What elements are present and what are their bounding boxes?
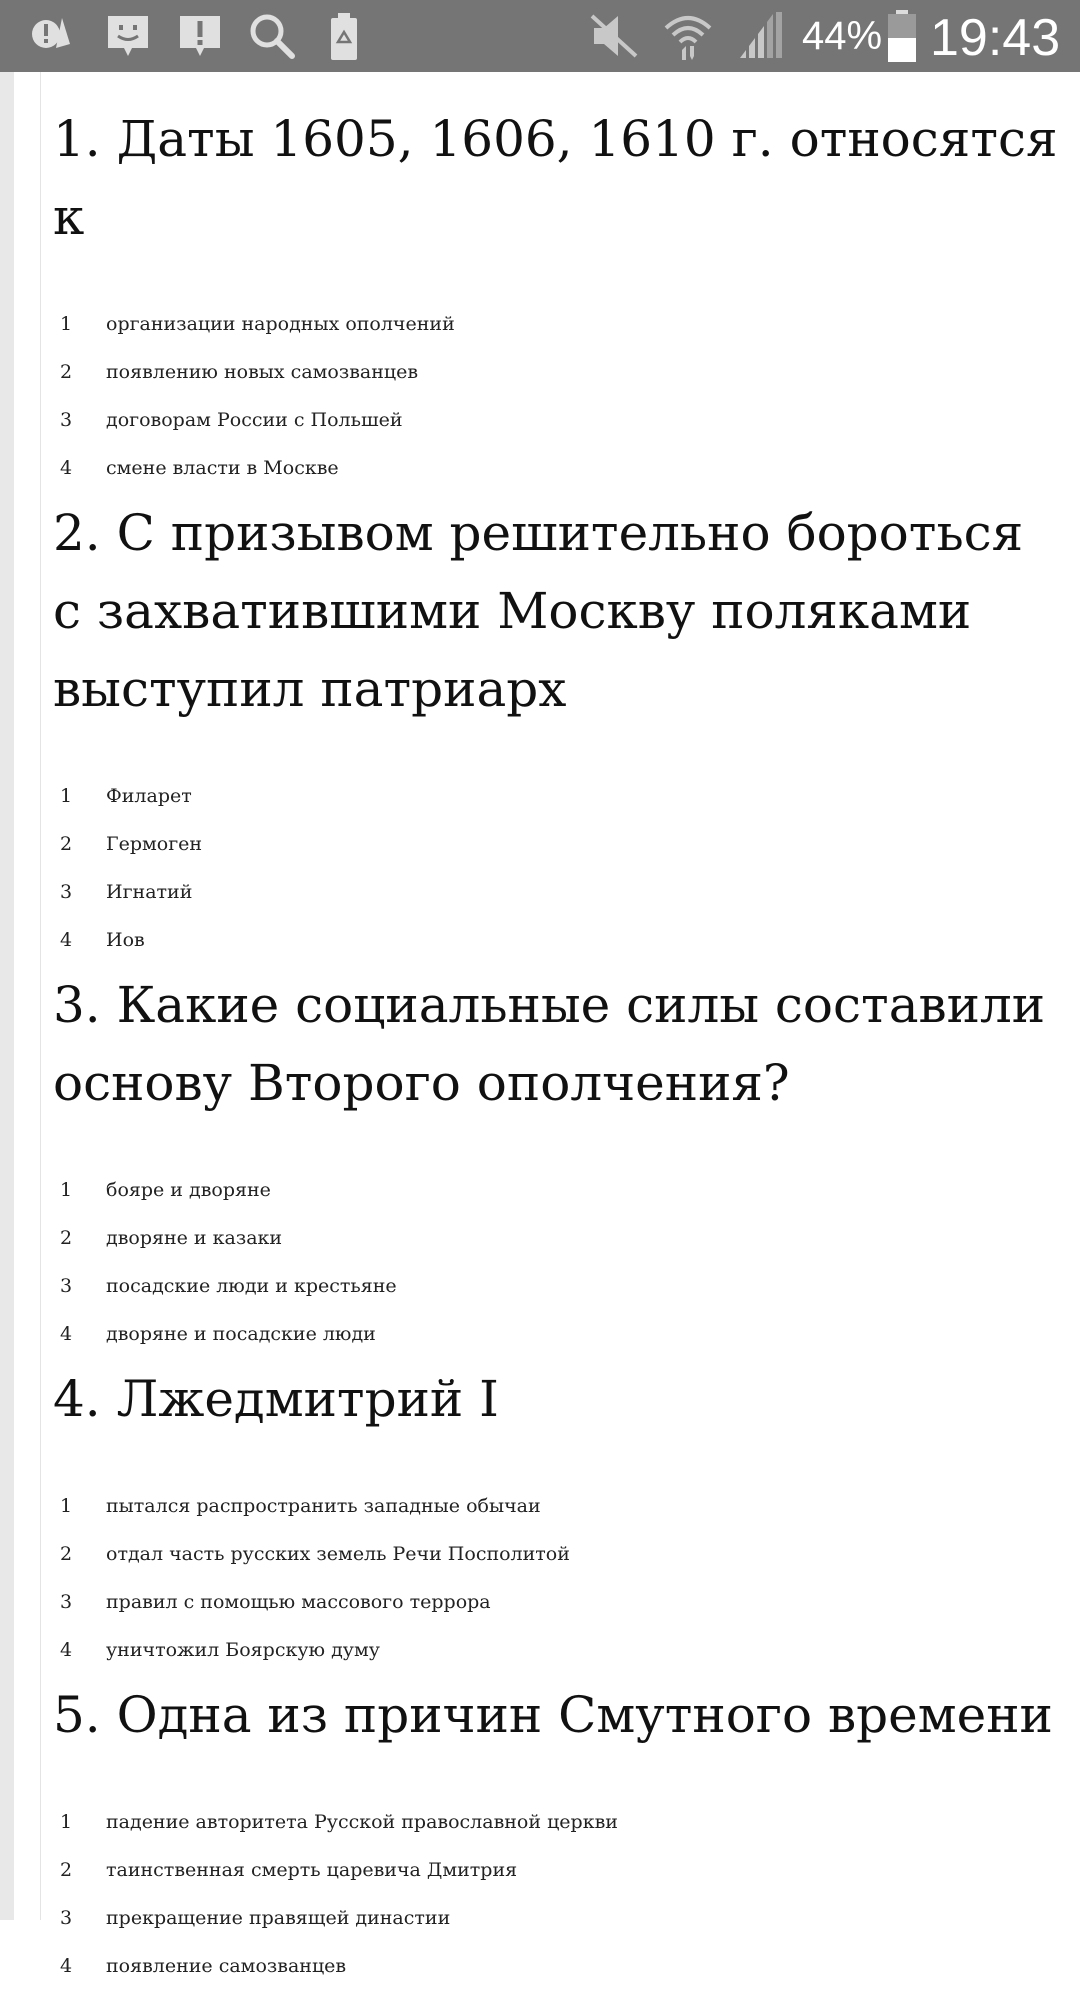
question-2: [53, 492, 1063, 964]
mute-icon: [588, 10, 640, 62]
clock: 19:43: [930, 9, 1061, 67]
option-text: правил с помощью массового террора: [106, 1591, 491, 1613]
option-number: 1: [60, 785, 73, 807]
option-text: появление самозванцев: [106, 1955, 347, 1977]
option-item[interactable]: [53, 1578, 1063, 1626]
options-list: [53, 772, 1063, 964]
option-number: 4: [60, 1955, 73, 1977]
option-number: 4: [60, 457, 73, 479]
option-number: 1: [60, 1495, 73, 1517]
option-number: 2: [60, 1227, 73, 1249]
signal-icon: [736, 10, 788, 62]
wifi-icon: [662, 10, 714, 62]
option-number: 3: [60, 1275, 73, 1297]
question-title: 4. Лжедмитрий I: [53, 1370, 499, 1428]
options-list: [53, 1482, 1063, 1674]
options-list: [53, 1166, 1063, 1358]
option-number: 3: [60, 881, 73, 903]
option-item[interactable]: [53, 820, 1063, 868]
option-text: организации народных ополчений: [106, 313, 455, 335]
question-title: 3. Какие социальные силы составили основу Второго ополчения?: [53, 976, 1046, 1112]
question-title: 1. Даты 1605, 1606, 1610 г. относятся к: [53, 110, 1058, 246]
option-item[interactable]: [53, 300, 1063, 348]
scroll-gutter: [0, 72, 14, 1920]
question-1: [53, 72, 1063, 492]
quiz-content: [53, 72, 1063, 1990]
status-bar: [0, 0, 1080, 72]
question-title: 5. Одна из причин Смутного времени: [53, 1686, 1053, 1744]
option-item[interactable]: [53, 1894, 1063, 1942]
options-list: [53, 300, 1063, 492]
option-item[interactable]: [53, 1214, 1063, 1262]
option-item[interactable]: [53, 396, 1063, 444]
option-item[interactable]: [53, 1846, 1063, 1894]
option-text: Игнатий: [106, 881, 193, 903]
question-title: 2. С призывом решительно бороться с захватившими Москву поляками выступил патриарх: [53, 504, 1024, 718]
option-text: падение авторитета Русской православной церкви: [106, 1811, 618, 1833]
option-text: отдал часть русских земель Речи Посполитой: [106, 1543, 570, 1565]
option-number: 4: [60, 1323, 73, 1345]
option-text: прекращение правящей династии: [106, 1907, 451, 1929]
question-3: [53, 964, 1063, 1358]
option-text: таинственная смерть царевича Дмитрия: [106, 1859, 518, 1881]
option-number: 3: [60, 1591, 73, 1613]
option-number: 3: [60, 409, 73, 431]
question-4: [53, 1358, 1063, 1674]
option-number: 2: [60, 1543, 73, 1565]
divider: [40, 72, 41, 1920]
battery-icon: [876, 10, 928, 62]
option-number: 1: [60, 313, 73, 335]
option-text: уничтожил Боярскую думу: [106, 1639, 380, 1661]
battery-recycle-icon: [318, 10, 370, 62]
option-number: 4: [60, 1639, 73, 1661]
option-item[interactable]: [53, 1482, 1063, 1530]
option-text: Филарет: [106, 785, 192, 807]
option-text: бояре и дворяне: [106, 1179, 271, 1201]
option-item[interactable]: [53, 348, 1063, 396]
option-item[interactable]: [53, 1530, 1063, 1578]
option-number: 1: [60, 1179, 73, 1201]
cleaner-alert-icon: [26, 10, 78, 62]
option-item[interactable]: [53, 1310, 1063, 1358]
option-item[interactable]: [53, 1262, 1063, 1310]
option-text: Гермоген: [106, 833, 203, 855]
option-number: 2: [60, 833, 73, 855]
options-list: [53, 1798, 1063, 1990]
option-text: пытался распространить западные обычаи: [106, 1495, 541, 1517]
option-number: 2: [60, 1859, 73, 1881]
question-5: [53, 1674, 1063, 1990]
option-item[interactable]: [53, 916, 1063, 964]
option-text: появлению новых самозванцев: [106, 361, 419, 383]
option-item[interactable]: [53, 1942, 1063, 1990]
battery-percent: 44%: [802, 14, 883, 58]
option-number: 1: [60, 1811, 73, 1833]
option-text: договорам России с Польшей: [106, 409, 403, 431]
face-message-icon: [102, 10, 154, 62]
alert-message-icon: [174, 10, 226, 62]
option-text: смене власти в Москве: [106, 457, 339, 479]
option-item[interactable]: [53, 1626, 1063, 1674]
option-text: Иов: [106, 929, 145, 951]
option-number: 3: [60, 1907, 73, 1929]
option-text: посадские люди и крестьяне: [106, 1275, 397, 1297]
option-item[interactable]: [53, 1166, 1063, 1214]
option-number: 4: [60, 929, 73, 951]
option-text: дворяне и посадские люди: [106, 1323, 376, 1345]
option-item[interactable]: [53, 868, 1063, 916]
option-item[interactable]: [53, 1798, 1063, 1846]
search-icon: [246, 10, 298, 62]
option-text: дворяне и казаки: [106, 1227, 283, 1249]
option-number: 2: [60, 361, 73, 383]
option-item[interactable]: [53, 772, 1063, 820]
option-item[interactable]: [53, 444, 1063, 492]
